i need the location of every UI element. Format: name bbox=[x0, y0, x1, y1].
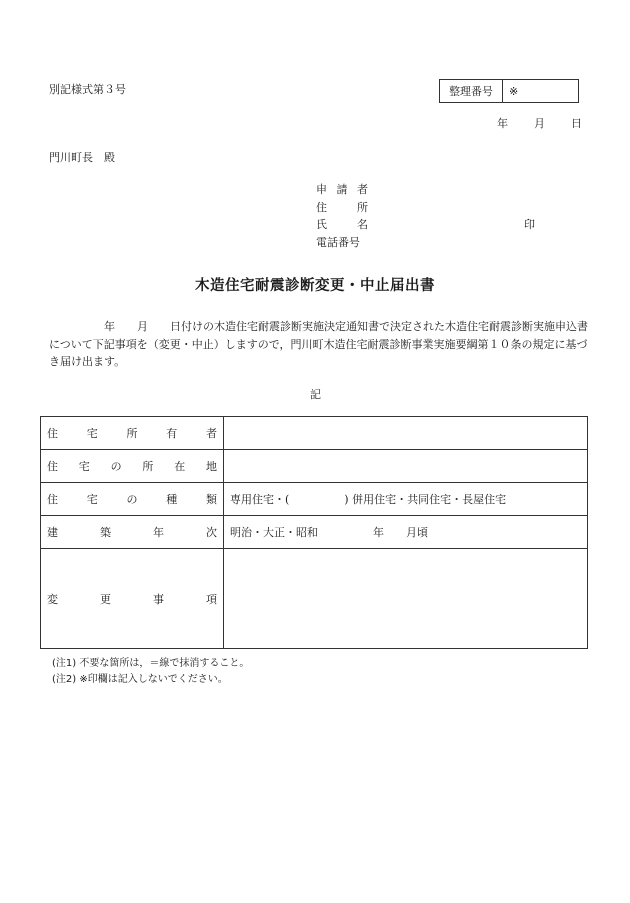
date-month: 月 bbox=[534, 117, 545, 130]
details-table bbox=[40, 416, 588, 649]
addressee: 門川町長 殿 bbox=[49, 151, 115, 164]
name-label: 氏 名 bbox=[316, 218, 368, 231]
reference-number-label: 整理番号 bbox=[440, 80, 503, 102]
seal-mark: 印 bbox=[524, 218, 535, 231]
document-title: 木造住宅耐震診断変更・中止届出書 bbox=[195, 277, 435, 294]
body-paragraph: 年 月 日付けの木造住宅耐震診断実施決定通知書で決定された木造住宅耐震診断実施申込書について下記事項を（変更・中止）しますので，門川町木造住宅耐震診断事業実施要綱第１０条の規定に基づき届け出ます。 bbox=[49, 320, 588, 368]
note-2: (注2) ※印欄は記入しないでください。 bbox=[52, 674, 228, 685]
row-label-house-type: 住 宅 の 種 類 bbox=[41, 483, 224, 516]
table-row bbox=[41, 516, 588, 549]
note-1: (注1) 不要な箇所は，＝線で抹消すること。 bbox=[52, 658, 250, 669]
form-number: 別記様式第３号 bbox=[49, 83, 126, 96]
row-label-build-year: 建 築 年 次 bbox=[41, 516, 224, 549]
applicant-label: 申 請 者 bbox=[316, 183, 368, 196]
changes-field[interactable] bbox=[224, 549, 588, 649]
ki-heading: 記 bbox=[310, 388, 321, 401]
row-label-owner: 住 宅 所 有 者 bbox=[41, 417, 224, 450]
phone-label: 電話番号 bbox=[316, 235, 360, 249]
date-line bbox=[497, 115, 582, 131]
location-field[interactable] bbox=[224, 450, 588, 483]
reference-number-box bbox=[439, 79, 579, 103]
date-day: 日 bbox=[571, 117, 582, 130]
date-year: 年 bbox=[497, 117, 508, 130]
row-label-changes: 変 更 事 項 bbox=[41, 549, 224, 649]
table-row bbox=[41, 483, 588, 516]
table-row bbox=[41, 450, 588, 483]
house-type-field[interactable]: 専用住宅・( ) 併用住宅・共同住宅・長屋住宅 bbox=[224, 483, 588, 516]
reference-number-value: ※ bbox=[509, 84, 519, 98]
notes bbox=[52, 656, 249, 688]
table-row bbox=[41, 549, 588, 649]
table-row bbox=[41, 417, 588, 450]
row-label-location: 住 宅 の 所 在 地 bbox=[41, 450, 224, 483]
address-label: 住 所 bbox=[316, 200, 368, 214]
applicant-block bbox=[316, 181, 368, 251]
owner-field[interactable] bbox=[224, 417, 588, 450]
build-year-field[interactable]: 明治・大正・昭和 年 月頃 bbox=[224, 516, 588, 549]
